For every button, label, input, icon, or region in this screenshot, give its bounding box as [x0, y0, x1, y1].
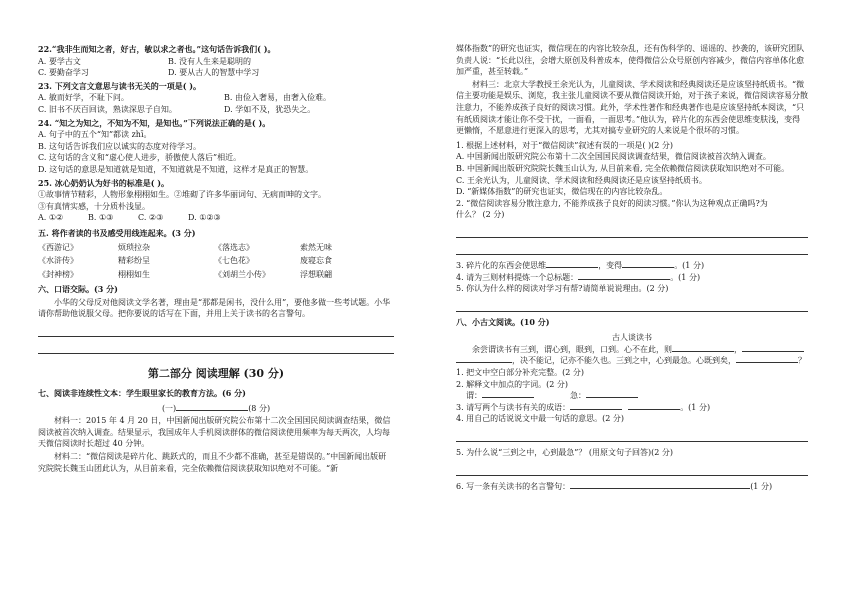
q22-option-b: B. 没有人生来是聪明的: [168, 56, 251, 66]
match-book: 《西游记》: [38, 242, 78, 252]
match-book: 《七色花》: [214, 256, 254, 266]
part2-heading: 第二部分 阅读理解 (30 分): [147, 367, 285, 381]
subtitle-points: (8 分): [248, 403, 271, 413]
answer-line[interactable]: [456, 430, 808, 442]
match-book: 《落选志》: [214, 242, 254, 252]
q5: 5. 你认为什么样的阅读对学习有帮?请简单说说理由。(2 分): [456, 284, 669, 294]
fill-blank-1[interactable]: [672, 351, 734, 352]
match-feeling: 浮想联翩: [300, 269, 332, 279]
match-row-2: [38, 255, 394, 267]
title-blank[interactable]: [176, 410, 248, 411]
left-column: [38, 42, 394, 475]
q3: [456, 260, 808, 272]
q23-option-b: B. 由俭入奢易，由奢入俭难。: [224, 93, 331, 103]
q4-pre: 4. 请为三则材料提炼一个总标题：: [456, 272, 579, 282]
q24-option-d: D. 这句话的意思是知道就是知道，不知道就是不知道，这样才是真正的智慧。: [38, 164, 314, 174]
match-book: 《刘胡兰小传》: [214, 269, 270, 279]
material-2-continued: 媒体指数”的研究也证实，微信现在的内容比较杂乱，还有伪科学的、谣谣的、抄袭的，该研究团队负责人说：“长此以往，会增大原创及科普成本，使得微信公众号原创内容减少，微信内容单体化愈加严重，甚至转载。”: [456, 44, 805, 77]
subtitle-prefix: (一): [161, 403, 177, 413]
match-row-1: [38, 242, 394, 254]
match-row-3: [38, 269, 394, 281]
q8-4: 4. 用自己的话说说文中最一句话的意思。(2 分): [456, 414, 625, 424]
q23-option-a: A. 敏而好学，不耻下问。: [38, 93, 129, 103]
answer-line[interactable]: [456, 300, 808, 312]
match-feeling: 废寝忘食: [300, 256, 332, 266]
q22-option-c: C. 要勤奋学习: [38, 68, 89, 78]
text-part: ，: [734, 344, 742, 354]
q24-option-b: B. 这句话告诉我们应以诚实的态度对待学习。: [38, 141, 201, 151]
q22-stem: 22.“我非生而知之者，好古，敏以求之者也。”这句话告诉我们( )。: [38, 44, 276, 54]
q1-option-b: B. 中国新闻出版研究院院长魏玉山认为, 从目前来看, 完全依赖微信阅读获取知识绝对不可能。: [456, 163, 790, 173]
fill-blank-3[interactable]: [456, 362, 512, 363]
match-feeling: 索然无味: [300, 242, 332, 252]
match-feeling: 精彩纷呈: [118, 256, 150, 266]
section6-title: 六、口语交际。(3 分): [38, 284, 118, 295]
text-part: ，决不能记，记亦不能久也。三到之中，心到最急。心既到矣，: [512, 356, 736, 366]
q3-blank-2[interactable]: [622, 267, 674, 268]
q3-post: 。(1 分): [674, 260, 705, 270]
answer-line[interactable]: [38, 342, 394, 354]
word-blank-2[interactable]: [586, 397, 638, 398]
q8-1: 1. 把文中空白部分补充完整。(2 分): [456, 368, 585, 378]
q22-option-d: D. 要从古人的智慧中学习: [168, 68, 260, 78]
q25-option-b: B. ①③: [88, 213, 114, 223]
q25-options: [38, 212, 394, 224]
q25-stem: 25. 冰心奶奶认为好书的标准是( )。: [38, 177, 170, 188]
section7-subtitle: [38, 403, 394, 415]
q25-option-d: D. ①②③: [188, 213, 221, 223]
q8-6-pre: 6. 写一条有关读书的名言警句：: [456, 481, 571, 491]
q24-option-a: A. 句子中的五个“知”都读 zhī。: [38, 130, 152, 140]
q8-3-pre: 3. 请写两个与读书有关的成语：: [456, 402, 571, 412]
q8-2-words: [456, 390, 808, 402]
text-part: ？: [798, 356, 806, 366]
match-feeling: 烦琐拉杂: [118, 242, 150, 252]
q1-option-d: D. “新媒体指数”的研究也证实，微信现在的内容比较杂乱。: [456, 187, 668, 197]
q22-options-row1: [38, 56, 394, 68]
classical-text-line2: [456, 355, 808, 367]
material-1: 材料一：2015 年 4 月 20 日，中国新闻出版研究院公布第十二次全国国民阅读调查结果，微信阅读被首次纳入调查。结果显示，我国成年人手机阅读群体的微信阅读使用频率为每天两次，人均每天微信阅读时长超过 40 分钟。: [38, 416, 391, 449]
answer-line[interactable]: [456, 243, 808, 255]
quote-blank[interactable]: [570, 488, 750, 489]
material-3: 材料三：北京大学教授王余光认为，儿童阅读、学术阅读和经典阅读还是应该坚持纸质书。“微信主要功能是娱乐、浏览，我主张儿童阅读不要从微信阅读开始，对于孩子来说，微信阅读容易分散注意力，不能养成孩子良好的阅读习惯。此外，学术性著作和经典著作也是应该坚持纸本阅读，“只有纸质阅读才能让你不受干扰，一面看，一面思考。”他认为，碎片化的东西会使思维变肤浅，变得更懒惰，不愿意进行更深入的思考，尤其对搞专业研究的人来说是个很坏的习惯。: [456, 79, 808, 136]
q23-options-row1: [38, 92, 394, 104]
q23-option-d: D. 学如不及，犹恐失之。: [224, 104, 316, 114]
match-book: 《水浒传》: [38, 256, 78, 266]
q3-pre: 3. 碎片化的东西会使思维: [456, 260, 547, 270]
q24-stem: 24. “知之为知之，不知为不知，是知也。”下列说法正确的是( )。: [38, 117, 271, 128]
fill-blank-4[interactable]: [736, 362, 798, 363]
q22-option-a: A. 要学古文: [38, 56, 81, 66]
q8-6-post: (1 分): [750, 481, 773, 491]
q1-stem: 1. 根据上述材料，对于“微信阅读”叙述有误的一项是( )(2 分): [456, 140, 674, 150]
q2-line2: 什么？ (2 分): [456, 210, 505, 220]
answer-line[interactable]: [38, 325, 394, 337]
q22-options-row2: [38, 67, 394, 79]
q1-option-a: A. 中国新闻出版研究院公布第十二次全国国民阅读调查结果，微信阅读被首次纳入调查。: [456, 152, 771, 162]
classical-text-line1: [456, 344, 808, 356]
q4: [456, 272, 808, 284]
idiom-blank-2[interactable]: [628, 409, 680, 410]
q4-blank[interactable]: [578, 279, 670, 280]
q2-line1: 2. “微信阅读容易分散注意力, 不能养成孩子良好的阅读习惯。”你认为这种观点正确吗?为: [456, 198, 768, 208]
q25-line2: ③有真情实感，十分质朴浅显。: [38, 201, 150, 211]
q23-stem: 23. 下列文言文意思与读书无关的一项是( )。: [38, 80, 202, 91]
classical-text-title: 古人谈读书: [612, 333, 652, 343]
material-2: 材料二：“微信阅读是碎片化、跳跃式的，而且不少都不准确，甚至是错误的。”中国新闻出版研究院院长魏玉山团此认为，从目前来看，完全依赖微信阅读获取知识绝对不可能。“新: [38, 451, 387, 473]
q8-3-post: 。(1 分): [680, 402, 711, 412]
q25-line1: ①故事情节精彩，人物形象栩栩如生。②堆砌了许多华丽词句、无病而呻的文字。: [38, 190, 326, 200]
q25-option-c: C. ②③: [138, 213, 164, 223]
q23-option-c: C. 旧书不厌百回读，熟读深思子自知。: [38, 104, 177, 114]
section7-title: 七、阅读非连续性文本：学生眼里家长的教育方法。(6 分): [38, 388, 246, 398]
q8-6: [456, 481, 808, 493]
q25-option-a: A. ①②: [38, 213, 64, 223]
answer-line[interactable]: [456, 464, 808, 476]
q8-3: [456, 402, 808, 414]
section5-title: 五. 将作者读的书及感受用线连起来。(3 分): [38, 227, 196, 238]
right-column: [456, 42, 808, 492]
q23-options-row2: [38, 104, 394, 116]
word-label: 谓：: [466, 391, 482, 401]
section8-title: 八、小古文阅读。(10 分): [456, 316, 550, 327]
q3-mid: ，变得: [598, 260, 623, 270]
q1-option-c: C. 王余光认为，儿童阅读、学术阅读和经典阅读还是应该坚持纸质书。: [456, 175, 707, 185]
word-label: 急：: [570, 391, 586, 401]
word-blank-1[interactable]: [482, 397, 534, 398]
text-part: 余尝谓读书有三到，谓心到，眼到，口到。心不在此，则: [472, 344, 672, 354]
match-feeling: 栩栩如生: [118, 269, 150, 279]
q3-blank-1[interactable]: [546, 267, 598, 268]
q8-2: 2. 解释文中加点的字词。(2 分): [456, 379, 569, 389]
fill-blank-2[interactable]: [742, 351, 804, 352]
q24-option-c: C. 这句话的含义和“虚心使人进步，骄傲使人落后”相近。: [38, 153, 242, 163]
match-book: 《封神榜》: [38, 269, 78, 279]
q4-post: 。(1 分): [670, 272, 701, 282]
answer-line[interactable]: [456, 226, 808, 238]
q8-5: 5. 为什么说“三到之中，心到最急”？ (用原文句子回答)(2 分): [456, 448, 674, 458]
section6-prompt: 小华的父母反对他阅读文学名著，理由是“那都是闲书，没什么用”，要他多做一些考试题。小华请你帮助他说服父母。把你要说的话写在下面，并用上关于读书的名言警句。: [38, 297, 391, 319]
idiom-blank-1[interactable]: [570, 409, 622, 410]
